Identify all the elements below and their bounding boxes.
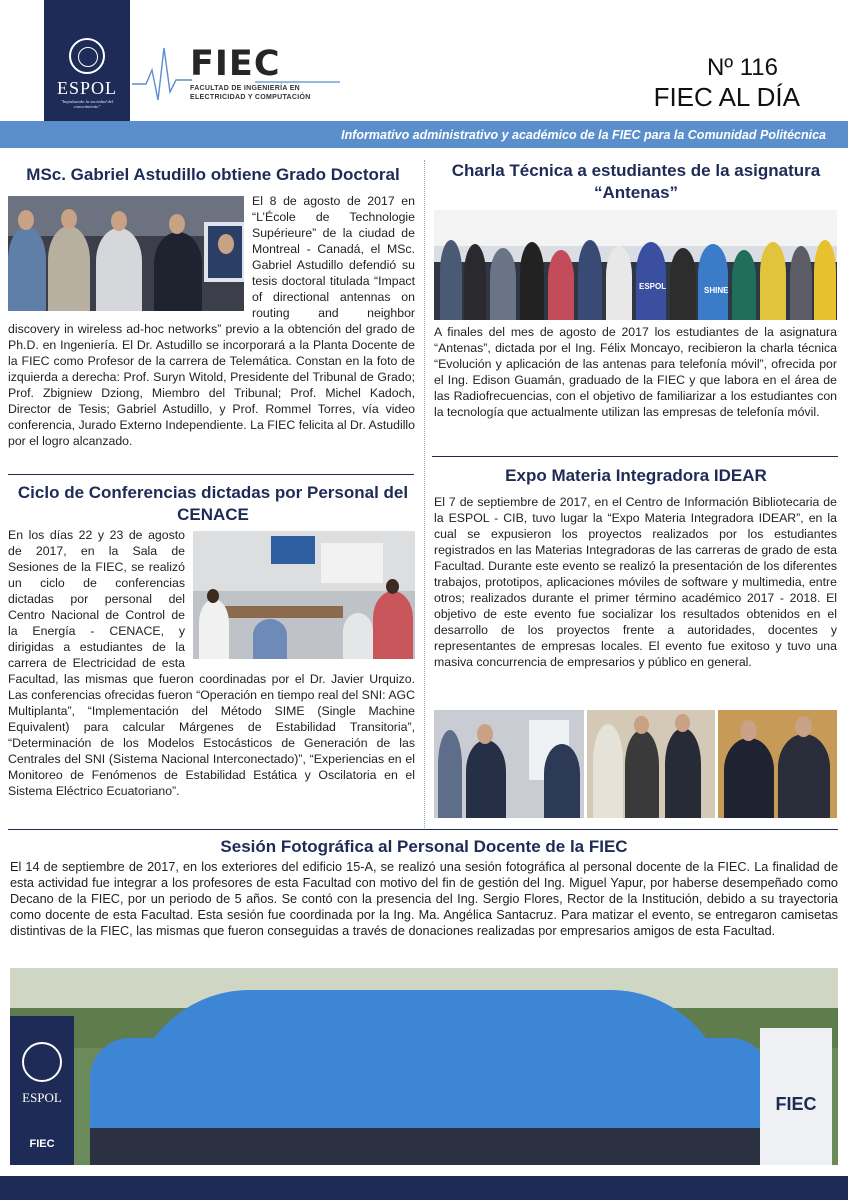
fiec-logo-text: FIEC [190,44,281,84]
antenas-shirt-label-2: SHINE [704,286,729,295]
cenace-title: Ciclo de Conferencias dictadas por Personal del CENACE [17,483,409,524]
fiec-banner-text: FIEC [775,1094,817,1114]
header-band-text: Informativo administrativo y académico de la FIEC para la Comunidad Politécnica [341,128,826,142]
antenas-shirt-label-1: ESPOL [639,282,667,291]
cenace-article [8,527,415,799]
section-rule [8,474,414,475]
espol-banner-text: ESPOL [22,1090,62,1105]
sesion-title: Sesión Fotográfica al Personal Docente de la FIEC [220,837,628,856]
astudillo-text: El 8 de agosto de 2017 en “L’École de Technologie Supérieure” de la ciudad de Montreal - Canadá, el MSc. Gabriel Astudillo defendió su tesis doctoral titulada “Impact of directional antennas on routing and neighbor discovery in wireless ad-hoc networks” previo a la obtención del grado de Ph.D. en Ingeniería. El Dr. Astudillo se incorporará a la Planta Docente de la FIEC como Profesor de la carrera de Telemática. Constan en la foto de izquierda a derecha: Prof. Suryn Witold, Presidente del Tribunal de Grado; Prof. Zbigniew Dziong, Miembro del Tribunal; Prof. Michel Kadoch, Director de Tesis; Gabriel Astudillo, y Prof. Rommel Torres, vía video conferencia, Jurado Externo Independiente. La FIEC felicita al Dr. Astudillo por el logro alcanzado. [8,194,415,448]
sesion-group-photo [10,968,838,1165]
astudillo-title: MSc. Gabriel Astudillo obtiene Grado Doctoral [26,165,400,184]
section-rule [8,829,838,830]
section-rule [432,456,838,457]
idear-title: Expo Materia Integradora IDEAR [505,466,767,485]
antenas-title: Charla Técnica a estudiantes de la asignatura “Antenas” [451,161,821,202]
antenas-text: A finales del mes de agosto de 2017 los estudiantes de la asignatura “Antenas”, dictada por el Ing. Félix Moncayo, recibieron la charla técnica “Evolución y aplicación de las antenas para telefonía móvil”, ofrecida por el Ing. Edison Guamán, graduado de la FIEC y que labora en el área de las Radiofrecuencias, con el objetivo de familiarizar a los estudiantes con la tecnología que actualmente utilizan las empresas de telefonía móvil. [434,325,837,419]
fiec-subtitle: FACULTAD DE INGENIERÍA EN ELECTRICIDAD Y COMPUTACIÓN [190,85,311,101]
idear-photo-2 [587,710,715,818]
footer-band [0,1176,848,1200]
espol-seal-icon [69,38,105,74]
espol-logo-text: ESPOL [56,78,117,98]
cenace-photo [193,531,415,659]
antenas-photo [434,210,837,320]
sesion-text: El 14 de septiembre de 2017, en los exteriores del edificio 15-A, se realizó una sesión fotográfica al personal docente de la FIEC. La finalidad de esta actividad fue integrar a los profesores de esta Facultad con motivo del fin de gestión del Ing. Miguel Yapur, por haberse desempeñado como Decano de la FIEC, por un periodo de 5 años. Se contó con la presencia del Ing. Sergio Flores, Rector de la Institución, debido a su trayectoria como docente de esta Facultad. Esta sesión fue coordinada por la Ing. Ma. Angélica Santacruz. Para matizar el evento, se entregaron camisetas distintivas de la FIEC, las mismas que fueron conseguidas a través de donaciones realizadas por empresarios amigos de esta Facultad. [10,860,838,938]
idear-photo-3 [718,710,837,818]
column-divider [424,160,426,830]
idear-text: El 7 de septiembre de 2017, en el Centro de Información Bibliotecaria de la ESPOL - CIB, tuvo lugar la “Expo Materia Integradora IDEAR”, en la cual se expusieron los proyectos realizados por los estudiantes registrados en las Materias Integradoras de las carreras de grado de esta Facultad. Durante este evento se realizó la presentación de los diferentes trabajos, prototipos, aplicaciones móviles de software y multimedia, entre otros; realizados durante el primer término académico 2017 - 2018. El objetivo de este evento fue socializar los resultados obtenidos en el desarrollo de los proyectos frente a autoridades, docentes y representantes de empresas locales. El evento fue exitoso y tuvo una masiva concurrencia de empresarios y público en general. [434,495,837,669]
espol-banner-fiec: FIEC [29,1138,55,1150]
espol-banner-seal-icon [22,1042,62,1082]
issue-title: FIEC AL DÍA [653,82,800,112]
cenace-text: En los días 22 y 23 de agosto de 2017, en la Sala de Sesiones de la FIEC, se realizó un ciclo de conferencias dictadas por personal del Centro Nacional de Control de la Energía - CENACE, y dirigidas a estudiantes de la carrera de Electricidad de esta Facultad, las mismas que fueron coordinadas por el Dr. Javier Urquizo. Las conferencias ofrecidas fueron “Operación en tiempo real del SNI: AGC Multiplanta”, “Implementación del Método SIME (Single Machine Equivalent) para calcular Márgenes de Estabilidad Transitoria”, “Determinación de los Modelos Estocásticos de Generación de las Centrales del SNI (Sistema Nacional Interconectado)”, “Experiencias en el Monitoreo de Fenómenos de Estabilidad Estática y Oscilatoria en el Sistema Eléctrico Ecuatoriano”. [8,528,415,798]
pulse-line-icon [132,40,192,110]
astudillo-photo [8,196,244,311]
idear-photo-1 [434,710,584,818]
espol-slogan: "Impulsando la sociedad del conocimiento" [60,99,114,109]
astudillo-article [8,193,415,449]
issue-number: Nº 116 [706,54,778,81]
